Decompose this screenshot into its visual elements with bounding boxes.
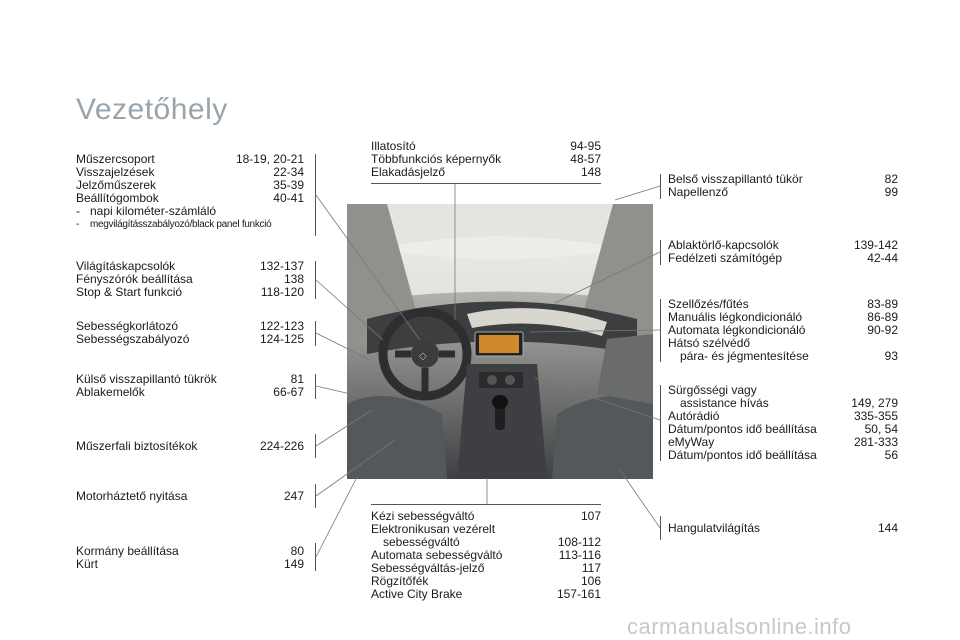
index-page: 108-112 [557,535,601,549]
leader-line [316,477,357,557]
index-label: Hangulatvilágítás [668,521,761,535]
index-page: 56 [884,448,898,462]
index-label: sebességváltó [383,535,460,549]
index-label: Manuális légkondicionáló [668,310,803,324]
index-label: Hátsó szélvédő [668,336,751,350]
index-page: 99 [884,185,898,199]
index-page: 94-95 [570,139,601,153]
index-page: 138 [283,272,304,286]
index-label: - napi kilométer-számláló [76,205,216,218]
leader-line [316,410,372,446]
svg-text:◇: ◇ [419,351,427,362]
index-label: Külső visszapillantó tükrök [76,372,217,386]
index-page: 93 [884,349,898,363]
index-label: Rögzítőfék [371,574,429,588]
index-page: 224-226 [259,439,304,453]
index-page: 86-89 [867,310,898,324]
index-label: Kézi sebességváltó [371,509,475,523]
leader-line [316,280,383,340]
index-label: Kormány beállítása [76,544,179,558]
index-label: Dátum/pontos idő beállítása [668,448,817,462]
index-label: Többfunkciós képernyők [371,152,502,166]
index-page: 139-142 [853,238,898,252]
leader-line [530,330,660,332]
index-page: 247 [283,489,304,503]
index-page: 117 [581,561,601,575]
index-label: Elektronikusan vezérelt [371,522,496,536]
index-label: Visszajelzések [76,165,155,179]
index-page: 122-123 [259,319,304,333]
index-page: 118-120 [260,285,304,299]
index-label: Belső visszapillantó tükör [668,172,803,186]
index-page: 149 [283,557,304,571]
index-page: 18-19, 20-21 [235,152,304,166]
index-page: 81 [290,372,304,386]
leader-line [316,333,370,360]
index-page: 80 [290,544,304,558]
index-label: Beállítógombok [76,191,159,205]
index-page: 40-41 [273,191,304,205]
index-label: Automata légkondicionáló [668,323,806,337]
index-page: 149, 279 [851,396,898,410]
index-page: 113-116 [558,548,601,562]
index-label: Sebességkorlátozó [76,319,179,333]
index-page: 148 [580,165,601,179]
index-label: Világításkapcsolók [76,259,176,273]
index-page: 132-137 [259,259,304,273]
index-page: 157-161 [556,587,601,601]
index-page: 50, 54 [864,422,898,436]
leader-line [535,378,660,420]
index-label: Dátum/pontos idő beállítása [668,422,817,436]
index-label: Sebességszabályozó [76,332,190,346]
index-page: 66-67 [273,385,304,399]
index-label: Motorháztető nyitása [76,489,188,503]
index-page: 144 [877,521,898,535]
index-page: 35-39 [273,178,304,192]
watermark: carmanualsonline.info [627,614,852,639]
index-page: 106 [580,574,601,588]
page-title: Vezetőhely [76,93,228,126]
index-label: Stop & Start funkció [76,285,183,299]
leader-line [615,186,660,200]
index-label: Napellenző [668,185,729,199]
index-page: 82 [884,172,898,186]
index-label: Active City Brake [371,587,463,601]
leader-line [316,386,355,395]
index-label: Műszercsoport [76,152,155,166]
index-label: Illatosító [371,139,416,153]
index-label: pára- és jégmentesítése [680,349,809,363]
leader-line [555,252,660,303]
index-label: Automata sebességváltó [371,548,503,562]
index-page: 90-92 [867,323,898,337]
index-page: 124-125 [259,332,304,346]
index-page: 42-44 [867,251,898,265]
index-label: Jelzőműszerek [76,178,157,192]
index-label: Sebességváltás-jelző [371,561,485,575]
index-label: Autórádió [668,409,720,423]
leader-line [316,440,395,496]
index-label: Ablakemelők [76,385,145,399]
index-label: Ablaktörlő-kapcsolók [668,238,779,252]
index-label: Fényszórók beállítása [76,272,193,286]
index-label: Sürgősségi vagy [668,383,757,397]
index-page: 107 [580,509,601,523]
index-page: 48-57 [570,152,601,166]
index-label: Fedélzeti számítógép [668,251,783,265]
index-label: eMyWay [668,435,715,449]
index-label: assistance hívás [680,396,769,410]
index-label: Kürt [76,557,99,571]
index-page: 281-333 [853,435,898,449]
index-label: Műszerfali biztosítékok [76,439,198,453]
leader-line [620,470,660,528]
leader-line [316,195,420,340]
index-label: Elakadásjelző [371,165,446,179]
index-label: - megvilágításszabályozó/black panel funkció [76,218,271,231]
index-label: Szellőzés/fűtés [668,297,749,311]
index-page: 22-34 [273,165,304,179]
index-page: 335-355 [853,409,898,423]
index-page: 83-89 [867,297,898,311]
